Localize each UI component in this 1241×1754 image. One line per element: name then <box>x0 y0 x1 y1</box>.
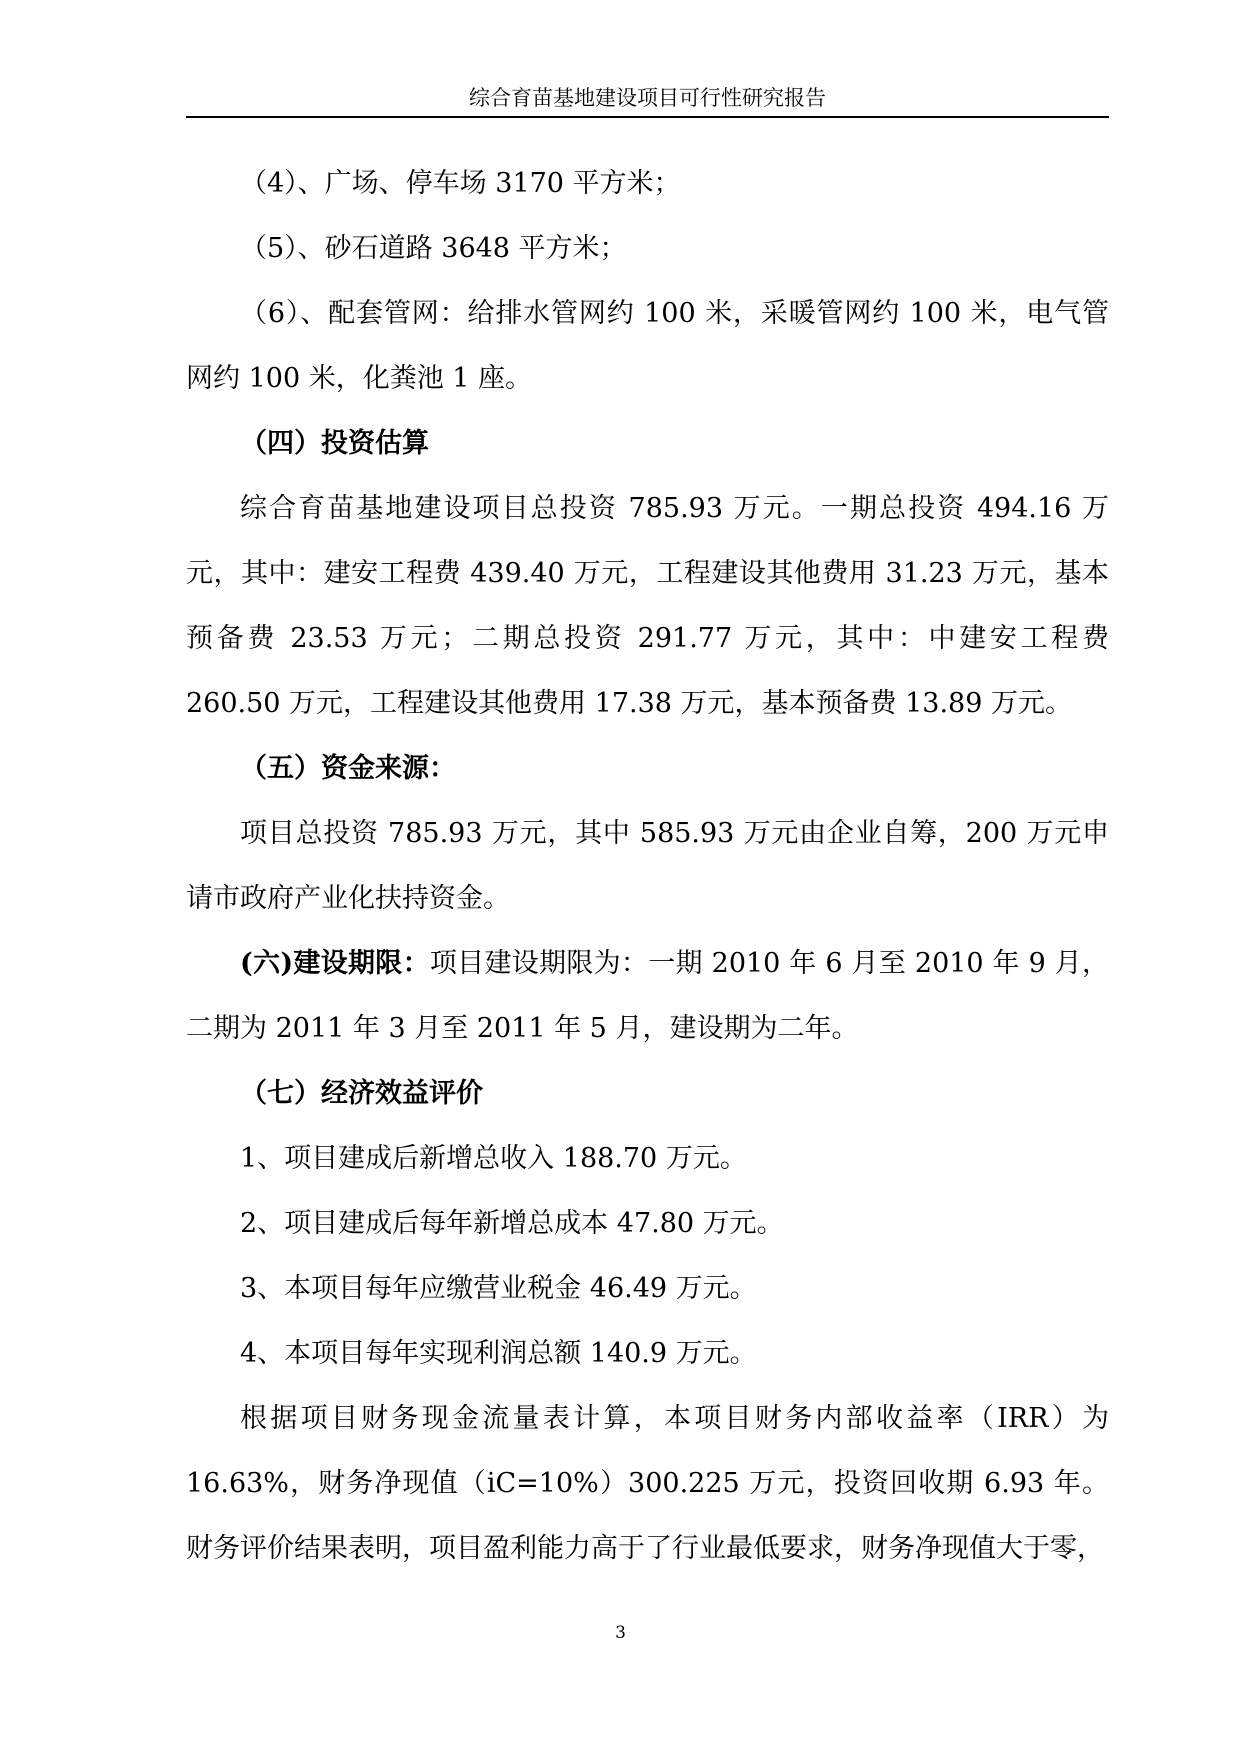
paragraph-financial-evaluation: 根据项目财务现金流量表计算，本项目财务内部收益率（IRR）为 16.63%，财务净现值（iC=10%）300.225 万元，投资回收期 6.93 年。财务评价结果表明，项目盈利能力高于了行业最低要求，财务净现值大于零， <box>186 1403 1109 1564</box>
paragraph-investment-estimate: 综合育苗基地建设项目总投资 785.93 万元。一期总投资 494.16 万元，其中：建安工程费 439.40 万元，工程建设其他费用 31.23 万元，基本预备费 23.53 万元；二期总投资 291.77 万元，其中：中建安工程费 260.50 万元，工程建设其他费用 17.38 万元，基本预备费 13.89 万元。 <box>186 493 1109 719</box>
list-item-revenue: 1、项目建成后新增总收入 188.70 万元。 <box>240 1143 747 1174</box>
page-number: 3 <box>615 1623 626 1643</box>
construction-period-text: 项目建设期限为：一期 2010 年 6 月至 2010 年 9 月，二期为 2011 年 3 月至 2011 年 5 月，建设期为二年。 <box>186 948 1109 1044</box>
inline-heading-construction-period: (六)建设期限： <box>240 948 430 979</box>
paragraph-pipe-network: （6）、配套管网：给排水管网约 100 米，采暖管网约 100 米，电气管网约 100 米，化粪池 1 座。 <box>186 298 1109 394</box>
paragraph-funding-source: 项目总投资 785.93 万元，其中 585.93 万元由企业自筹，200 万元申请市政府产业化扶持资金。 <box>186 818 1109 914</box>
page-header: 综合育苗基地建设项目可行性研究报告 <box>186 84 1109 118</box>
section-heading-funding-source: （五）资金来源： <box>240 753 456 784</box>
section-heading-economic-evaluation: （七）经济效益评价 <box>240 1078 483 1109</box>
paragraph-plaza-parking: （4）、广场、停车场 3170 平方米； <box>240 168 681 199</box>
list-item-tax: 3、本项目每年应缴营业税金 46.49 万元。 <box>240 1273 757 1304</box>
section-heading-investment-estimate: （四）投资估算 <box>240 428 429 459</box>
list-item-profit: 4、本项目每年实现利润总额 140.9 万元。 <box>240 1338 757 1369</box>
document-body <box>186 151 1109 1581</box>
paragraph-gravel-road: （5）、砂石道路 3648 平方米； <box>240 233 627 264</box>
list-item-cost: 2、项目建成后每年新增总成本 47.80 万元。 <box>240 1208 784 1239</box>
paragraph-construction-period <box>186 931 1109 1061</box>
